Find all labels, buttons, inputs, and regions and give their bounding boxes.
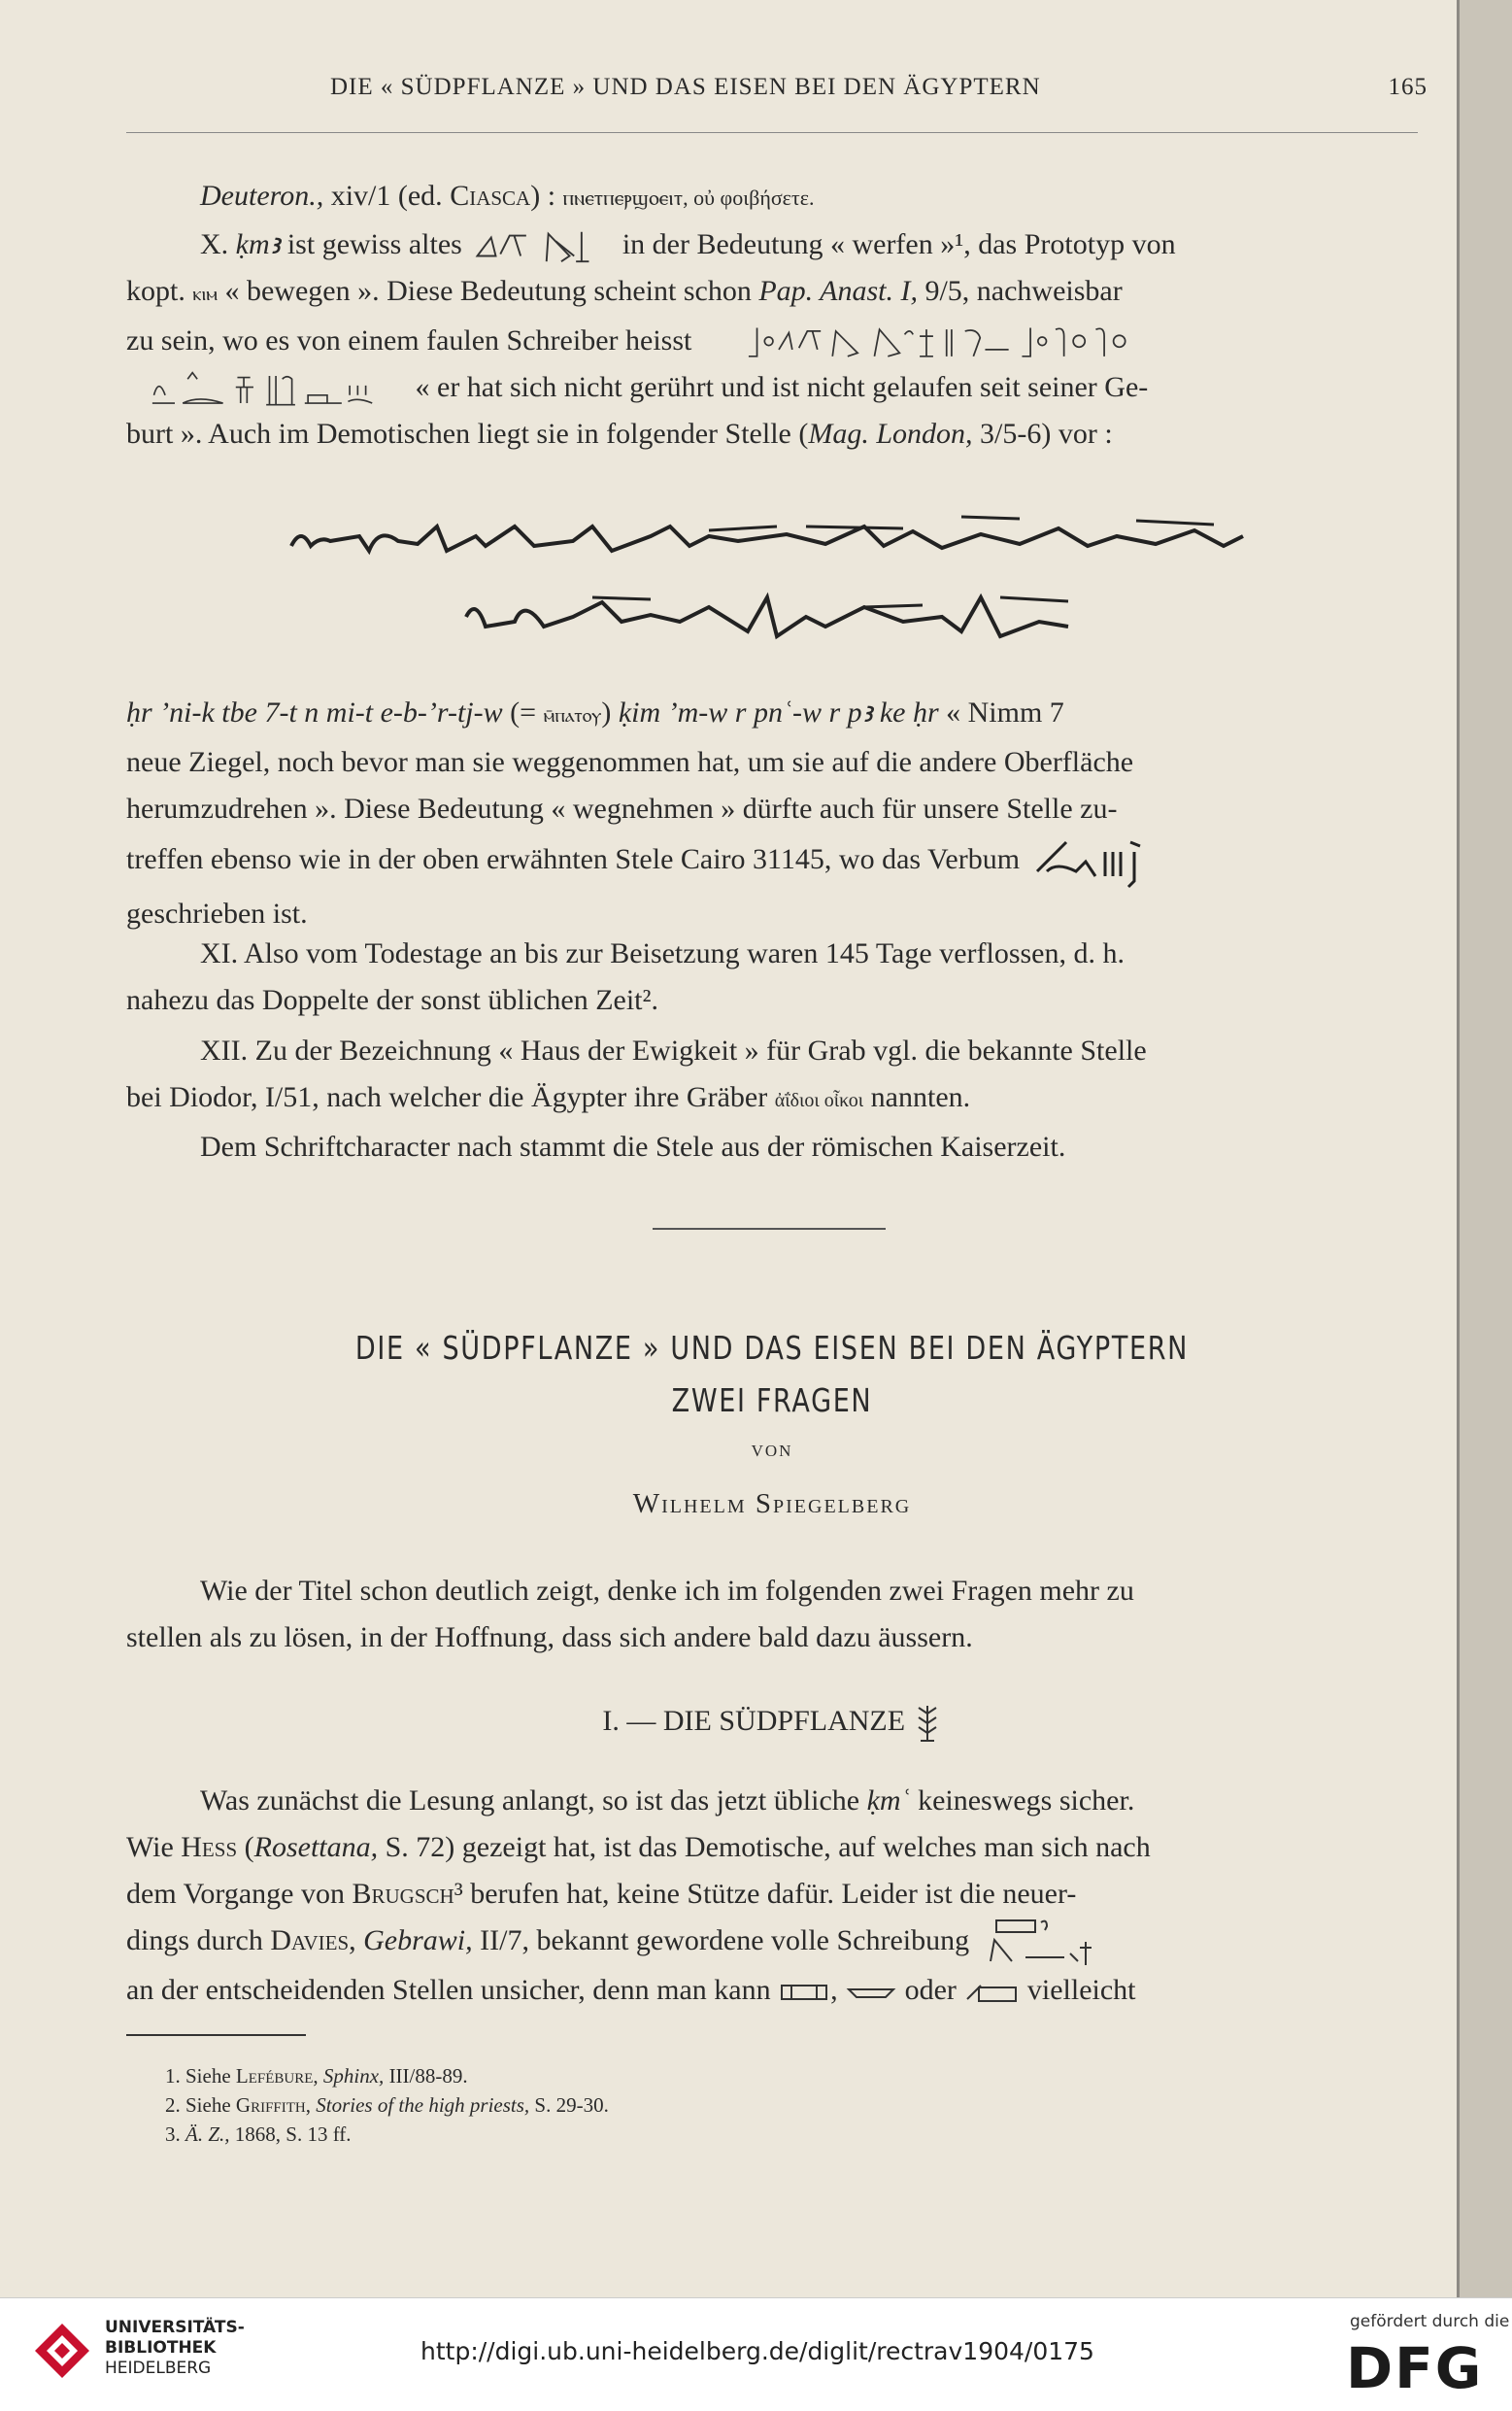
dfg-logo[interactable]: DFG xyxy=(1346,2335,1484,2401)
sign-boat-icon xyxy=(845,1982,897,2003)
sign-rectangle-icon xyxy=(778,1982,830,2003)
text-line: XII. Zu der Bezeichnung « Haus der Ewigkeit » für Grab vgl. die bekannte Stelle xyxy=(200,1035,1147,1067)
plant-hieroglyph-icon xyxy=(913,1702,942,1745)
text-line: nahezu das Doppelte der sonst üblichen Zeit². xyxy=(126,984,658,1016)
hieroglyph-kma-full-icon xyxy=(977,1919,1093,1967)
text-line: Wie der Titel schon deutlich zeigt, denke ich im folgenden zwei Fragen mehr zu xyxy=(200,1575,1134,1607)
section-i-paragraph xyxy=(126,1778,1418,2014)
footnote-rule xyxy=(126,2034,306,2036)
footnote-2: 2. Siehe Griffith, Stories of the high priests, S. 29-30. xyxy=(165,2093,609,2117)
text-line: neue Ziegel, noch bevor man sie weggenommen hat, um sie auf die andere Oberfläche xyxy=(126,746,1134,778)
section-x xyxy=(126,173,1418,458)
text-line: an der entscheidenden Stellen unsicher, denn man kann , oder vielleicht xyxy=(126,1974,1136,2007)
section-xi xyxy=(126,931,1418,1024)
article-subtitle: ZWEI FRAGEN xyxy=(671,1381,873,1419)
author-name: Wilhelm Spiegelberg xyxy=(632,1488,912,1519)
university-library-logo-icon[interactable] xyxy=(31,2320,93,2382)
text-line: dings durch Davies, Gebrawi, II/7, bekannt gewordene volle Schreibung xyxy=(126,1918,1418,1967)
demotic-line-1 xyxy=(282,497,1253,575)
text-line: stellen als zu lösen, in der Hoffnung, dass sich andere bald dazu äussern. xyxy=(126,1621,973,1653)
header-rule xyxy=(126,132,1418,133)
section-xii xyxy=(126,1028,1418,1171)
running-header xyxy=(126,70,1428,109)
viewer-footer xyxy=(0,2297,1512,2411)
text-line: zu sein, wo es von einem faulen Schreiber heisst xyxy=(126,318,1418,364)
text-line: « er hat sich nicht gerührt und ist nicht gelaufen seit seiner Ge- xyxy=(126,364,1418,411)
section-heading: I. — DIE SÜDPFLANZE xyxy=(126,1702,1418,1745)
hieroglyph-group-icon xyxy=(126,371,408,408)
text-line: treffen ebenso wie in der oben erwähnten Stele Cairo 31145, wo das Verbum xyxy=(126,832,1418,891)
sign-slab-icon xyxy=(963,1980,1020,2005)
page-number: 165 xyxy=(1388,74,1428,100)
footnotes xyxy=(165,2061,1330,2149)
running-title: DIE « SÜDPFLANZE » UND DAS EISEN BEI DEN ÄGYPTERN xyxy=(330,74,1041,100)
text-line: geschrieben ist. xyxy=(126,898,308,930)
text-line: dem Vorgange von Brugsch³ berufen hat, keine Stütze dafür. Leider ist die neuer- xyxy=(126,1878,1077,1910)
section-divider xyxy=(653,1228,886,1230)
hieroglyph-kma-icon xyxy=(469,228,615,265)
text-line: ḥr ’ni-k tbe 7-t n mi-t e-b-’r-tj-w (= ⲙ̄ⲡⲁⲧⲟⲩ) ḳim ’m-w r pnʿ-w r pꜣ ke ḥr « Nimm 7 xyxy=(126,696,1064,729)
hieroglyph-group-icon xyxy=(699,324,1301,361)
demotic-line-2 xyxy=(456,578,1078,656)
text-line: bei Diodor, I/51, nach welcher die Ägypter ihre Gräber ἀΐδιοι οἶκοι nannten. xyxy=(126,1081,971,1113)
text-line: Deuteron., xiv/1 (ed. Ciasca) : ⲡⲛⲉⲧⲡⲉⲣϣⲟⲉⲓⲧ, οὐ φοιβήσετε. xyxy=(200,180,815,212)
transliteration-paragraph xyxy=(126,690,1418,937)
library-name[interactable]: UNIVERSITÄTS- BIBLIOTHEK HEIDELBERG xyxy=(105,2318,245,2378)
article-title: DIE « SÜDPFLANZE » UND DAS EISEN BEI DEN ÄGYPTERN xyxy=(354,1329,1190,1367)
intro-paragraph xyxy=(126,1568,1418,1661)
permalink-url[interactable]: http://digi.ub.uni-heidelberg.de/diglit/rectrav1904/0175 xyxy=(420,2337,1094,2365)
text-line: kopt. ⲕⲓⲙ « bewegen ». Diese Bedeutung scheint schon Pap. Anast. I, 9/5, nachweisbar xyxy=(126,275,1123,307)
text-line: XI. Also vom Todestage an bis zur Beisetzung waren 145 Tage verflossen, d. h. xyxy=(200,937,1125,969)
text-line: Wie Hess (Rosettana, S. 72) gezeigt hat, ist das Demotische, auf welches man sich nach xyxy=(126,1831,1151,1863)
by-label: VON xyxy=(751,1442,793,1460)
scan-page-edge xyxy=(1457,0,1512,2297)
text-line: burt ». Auch im Demotischen liegt sie in folgender Stelle (Mag. London, 3/5-6) vor : xyxy=(126,418,1113,450)
funding-caption: gefördert durch die xyxy=(1350,2312,1510,2331)
footnote-1: 1. Siehe Lefébure, Sphinx, III/88-89. xyxy=(165,2064,468,2088)
text-line: X. ḳmꜣ ist gewiss altes in der Bedeutung « werfen »¹, das Prototyp von xyxy=(126,221,1418,268)
text-line: Dem Schriftcharacter nach stammt die Stele aus der römischen Kaiserzeit. xyxy=(200,1131,1066,1163)
footnote-3: 3. Ä. Z., 1868, S. 13 ff. xyxy=(165,2122,352,2146)
demotic-verb-icon xyxy=(1027,832,1144,891)
text-line: herumzudrehen ». Diese Bedeutung « wegnehmen » dürfte auch für unsere Stelle zu- xyxy=(126,793,1118,825)
text-line: Was zunächst die Lesung anlangt, so ist das jetzt übliche ḳmʿ keineswegs sicher. xyxy=(200,1784,1135,1817)
